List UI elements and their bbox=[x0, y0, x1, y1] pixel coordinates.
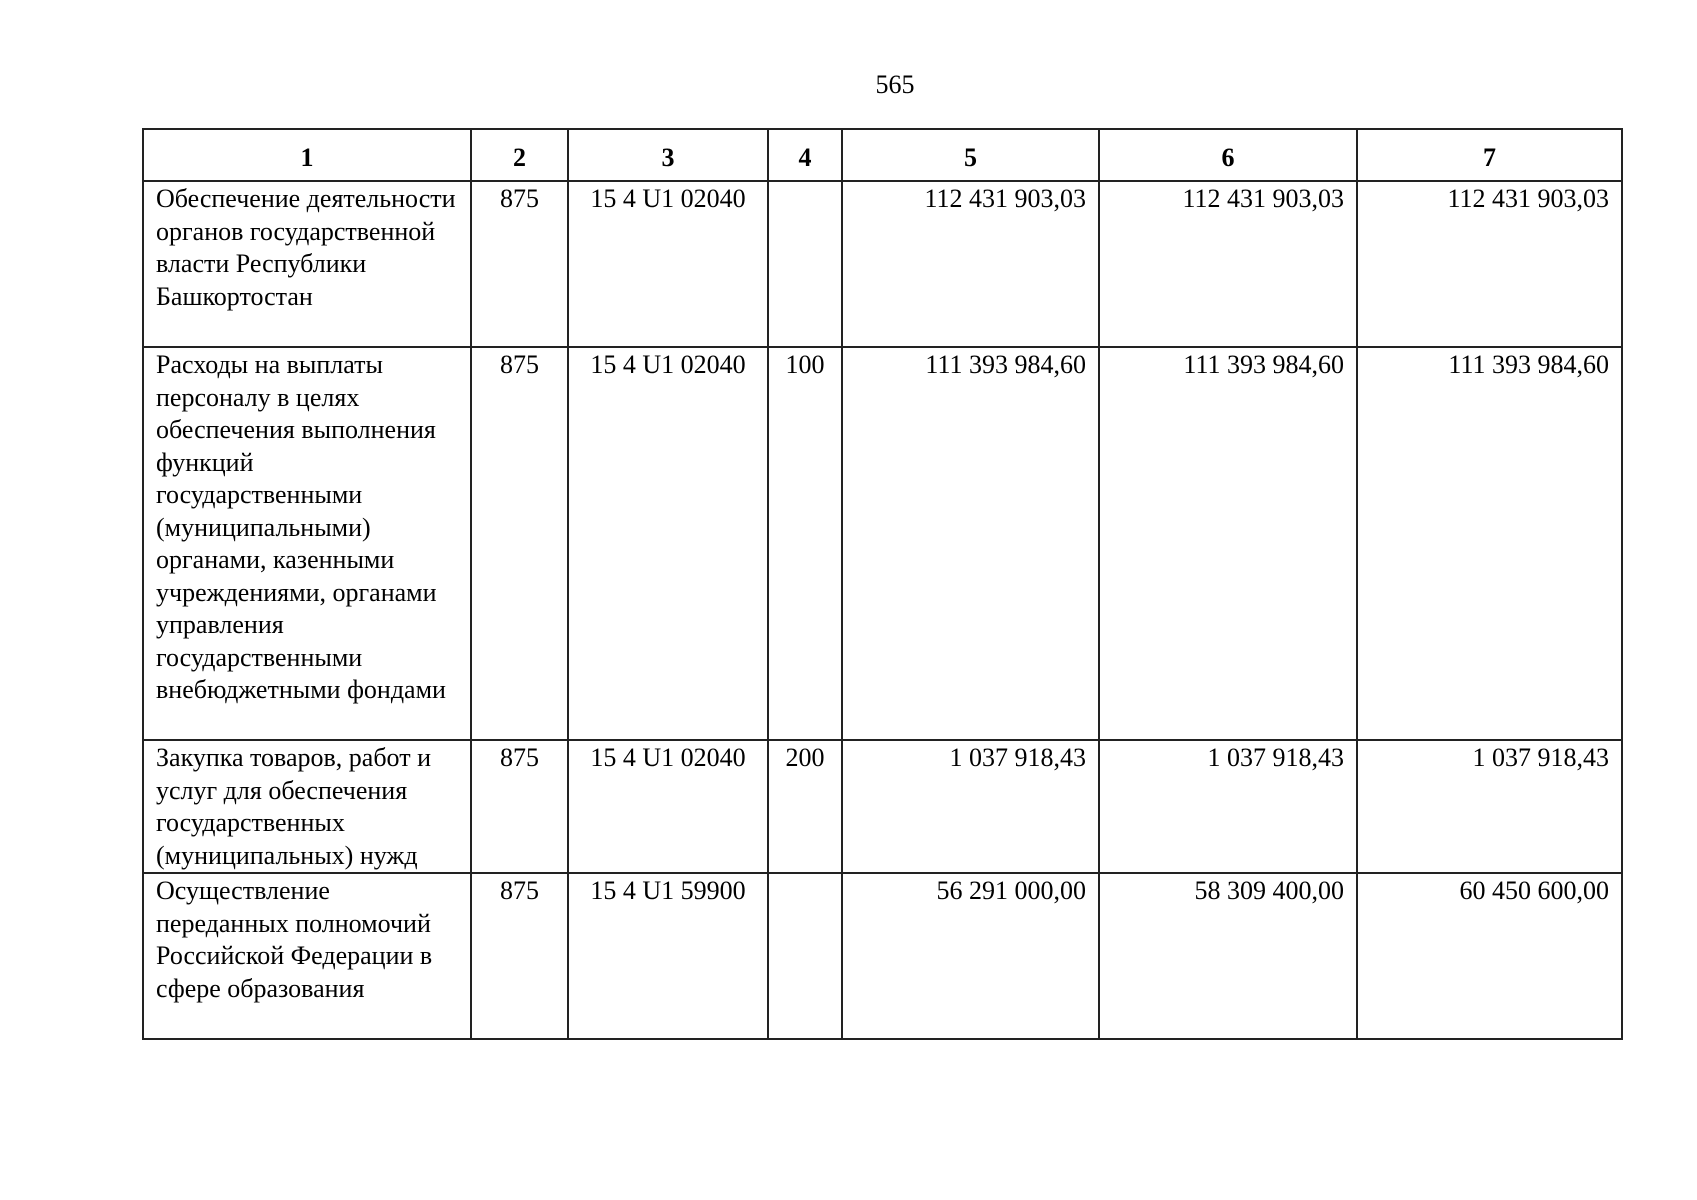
target-article-cell: 15 4 U1 02040 bbox=[568, 181, 768, 347]
amount-cell: 1 037 918,43 bbox=[1099, 740, 1357, 873]
amount-cell: 1 037 918,43 bbox=[1357, 740, 1622, 873]
target-article-cell: 15 4 U1 02040 bbox=[568, 347, 768, 740]
column-header: 5 bbox=[842, 129, 1099, 181]
page-number: 565 bbox=[875, 70, 915, 99]
code-cell: 875 bbox=[471, 740, 568, 873]
code-cell: 875 bbox=[471, 873, 568, 1039]
budget-table bbox=[142, 128, 1623, 1040]
table-row bbox=[143, 873, 1622, 1039]
column-header: 2 bbox=[471, 129, 568, 181]
expense-type-cell: 200 bbox=[768, 740, 842, 873]
amount-cell: 111 393 984,60 bbox=[1099, 347, 1357, 740]
row-name-cell: Обеспечение деятельности органов государственной власти Республики Башкортостан bbox=[143, 181, 471, 347]
column-header: 4 bbox=[768, 129, 842, 181]
row-name-cell: Закупка товаров, работ и услуг для обеспечения государственных (муниципальных) нужд bbox=[143, 740, 471, 873]
amount-cell: 112 431 903,03 bbox=[1099, 181, 1357, 347]
table-row bbox=[143, 181, 1622, 347]
amount-cell: 112 431 903,03 bbox=[842, 181, 1099, 347]
target-article-cell: 15 4 U1 02040 bbox=[568, 740, 768, 873]
column-header: 6 bbox=[1099, 129, 1357, 181]
column-header: 1 bbox=[143, 129, 471, 181]
amount-cell: 58 309 400,00 bbox=[1099, 873, 1357, 1039]
expense-type-cell bbox=[768, 181, 842, 347]
amount-cell: 1 037 918,43 bbox=[842, 740, 1099, 873]
header-row bbox=[143, 129, 1622, 181]
amount-cell: 112 431 903,03 bbox=[1357, 181, 1622, 347]
expense-type-cell: 100 bbox=[768, 347, 842, 740]
row-name-cell: Расходы на выплаты персоналу в целях обеспечения выполнения функций государственными (муниципальными) органами, казенными учреждениями, органами управления государственными внебюджетными фондами bbox=[143, 347, 471, 740]
expense-type-cell bbox=[768, 873, 842, 1039]
amount-cell: 111 393 984,60 bbox=[1357, 347, 1622, 740]
row-name-cell: Осуществление переданных полномочий Российской Федерации в сфере образования bbox=[143, 873, 471, 1039]
table-row bbox=[143, 347, 1622, 740]
target-article-cell: 15 4 U1 59900 bbox=[568, 873, 768, 1039]
column-header: 3 bbox=[568, 129, 768, 181]
amount-cell: 111 393 984,60 bbox=[842, 347, 1099, 740]
amount-cell: 56 291 000,00 bbox=[842, 873, 1099, 1039]
column-header: 7 bbox=[1357, 129, 1622, 181]
table-row bbox=[143, 740, 1622, 873]
amount-cell: 60 450 600,00 bbox=[1357, 873, 1622, 1039]
code-cell: 875 bbox=[471, 347, 568, 740]
code-cell: 875 bbox=[471, 181, 568, 347]
